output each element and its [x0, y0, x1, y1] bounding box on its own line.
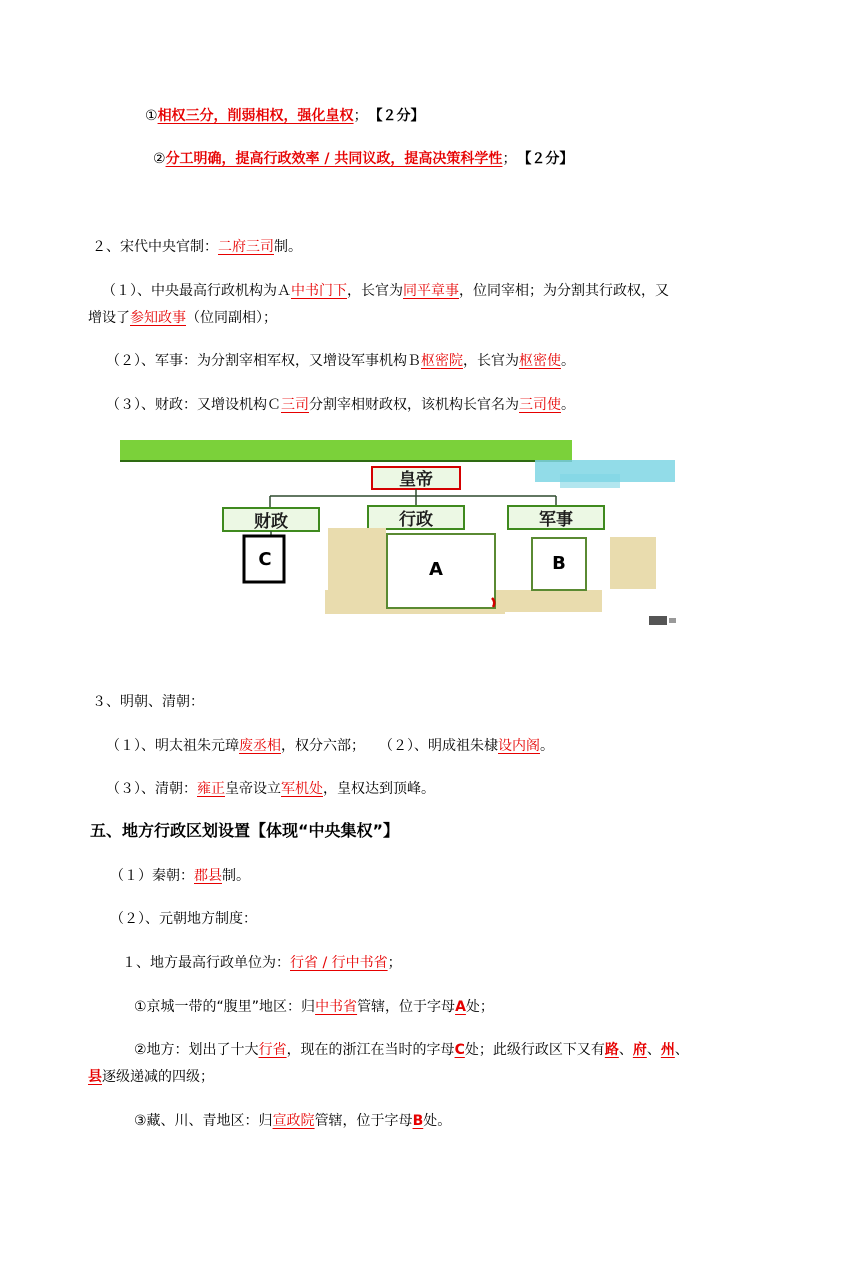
text: ，位同宰相；为分割其行政权，又 [459, 283, 669, 299]
text: ①京城一带的“腹里”地区：归 [134, 999, 316, 1015]
answer-blank: 路 [604, 1042, 619, 1058]
answer-blank: 二府三司 [218, 239, 274, 255]
answer-blank: 军机处 [281, 781, 323, 797]
score-label: 【２分】 [524, 151, 574, 167]
label-a: A [429, 559, 443, 580]
top-bar-edge [120, 460, 572, 462]
text: 、 [646, 1042, 661, 1058]
answer-blank: 中书省 [315, 999, 358, 1015]
beige-patch [610, 537, 656, 589]
answer-blank: 州 [660, 1042, 675, 1058]
text: 管辖，位于字母 [357, 999, 456, 1015]
section5-para-6 [134, 1111, 451, 1131]
label-b: B [552, 553, 566, 574]
score-label: 【２分】 [375, 108, 425, 124]
text: １、地方最高行政单位为： [122, 955, 290, 971]
text: ②地方：划出了十大 [134, 1042, 259, 1058]
answer-blank: 分工明确，提高行政效率 / 共同议政，提高决策科学性 [165, 151, 503, 167]
text: 分割宰相财政权，该机构长官名为 [309, 397, 519, 413]
answer-blank: 废丞相 [239, 738, 281, 754]
cyan-patch-2 [560, 474, 620, 488]
text: （２）、军事：为分割宰相军权，又增设军事机构Ｂ [106, 353, 421, 369]
text: （３）、清朝： [106, 781, 197, 797]
answer-blank: 县 [88, 1069, 102, 1085]
top-green-bar [120, 440, 572, 462]
ming-heading: ３、明朝、清朝： [92, 694, 204, 710]
song-para-1b [88, 308, 277, 328]
text: 管辖，位于字母 [314, 1113, 413, 1129]
beige-patch [482, 590, 602, 612]
answer-blank: 三司 [281, 397, 309, 413]
section5-para-5b [88, 1067, 214, 1087]
text: 处；此级行政区下又有 [464, 1042, 605, 1058]
text: 、 [674, 1042, 689, 1058]
answer-blank: 雍正 [197, 781, 225, 797]
military-label: 军事 [539, 510, 573, 530]
text: 、 [618, 1042, 633, 1058]
text: 制。 [274, 239, 302, 255]
answer-blank: 设内阁 [498, 738, 540, 754]
text: （１）、中央最高行政机构为Ａ [102, 283, 291, 299]
ming-para-1 [106, 736, 554, 756]
text: 。 [561, 397, 575, 413]
text: （３）、财政：又增设机构Ｃ [106, 397, 281, 413]
text: （１）、明太祖朱元璋 [106, 738, 239, 754]
section5-para-5 [134, 1040, 689, 1060]
text: （１）秦朝： [110, 868, 194, 884]
text: ，长官为 [347, 283, 403, 299]
answer-line-2 [153, 149, 573, 169]
text: ，皇权达到顶峰。 [323, 781, 435, 797]
admin-label: 行政 [399, 510, 433, 530]
ming-para-3 [106, 779, 435, 799]
small-icon [649, 616, 667, 625]
separator: ； [502, 151, 517, 167]
text: 。 [540, 738, 554, 754]
answer-blank: 行省 / 行中书省 [290, 955, 388, 971]
text: 逐级递减的四级； [102, 1069, 214, 1085]
small-icon [669, 618, 676, 623]
answer-blank: 宣政院 [272, 1113, 315, 1129]
label-c: C [258, 549, 272, 570]
song-para-1 [102, 281, 669, 301]
answer-blank: 三司使 [519, 397, 561, 413]
text: 制。 [222, 868, 250, 884]
song-para-3 [106, 395, 575, 415]
answer-blank: 相权三分，削弱相权，强化皇权 [157, 108, 354, 124]
answer-blank: B [412, 1113, 424, 1129]
item-number: ② [153, 151, 166, 167]
answer-blank: 同平章事 [403, 283, 459, 299]
answer-line-1 [145, 106, 425, 126]
separator: ； [353, 108, 368, 124]
answer-blank: 枢密使 [519, 353, 561, 369]
text: （位同副相）； [186, 310, 277, 326]
text: ③藏、川、青地区：归 [134, 1113, 273, 1129]
section5-para-1 [110, 866, 250, 886]
text: ，现在的浙江在当时的字母 [286, 1042, 455, 1058]
emperor-label: 皇帝 [399, 470, 433, 490]
answer-blank: C [454, 1042, 465, 1058]
text: ； [387, 955, 402, 971]
answer-blank: A [455, 999, 466, 1015]
text: 增设了 [88, 310, 130, 326]
section5-para-4 [134, 997, 494, 1017]
answer-blank: 参知政事 [130, 310, 186, 326]
text: 处。 [423, 1113, 452, 1129]
section5-heading: 五、地方行政区划设置【体现“中央集权”】 [90, 821, 400, 840]
song-heading [92, 237, 302, 257]
section5-para-3 [122, 953, 402, 973]
text: ２、宋代中央官制： [92, 239, 218, 255]
song-government-diagram [120, 440, 690, 640]
section5-para-2: （２）、元朝地方制度： [110, 911, 257, 927]
answer-blank: 郡县 [194, 868, 222, 884]
text: ，长官为 [463, 353, 519, 369]
text: ，权分六部； （２）、明成祖朱棣 [281, 738, 498, 754]
song-para-2 [106, 351, 575, 371]
answer-blank: 中书门下 [291, 283, 347, 299]
answer-blank: 府 [632, 1042, 647, 1058]
answer-blank: 行省 [258, 1042, 287, 1058]
finance-label: 财政 [254, 512, 288, 532]
item-number: ① [145, 108, 158, 124]
text: 皇帝设立 [225, 781, 281, 797]
text: 处； [465, 999, 494, 1015]
text: 。 [561, 353, 575, 369]
answer-blank: 枢密院 [421, 353, 463, 369]
